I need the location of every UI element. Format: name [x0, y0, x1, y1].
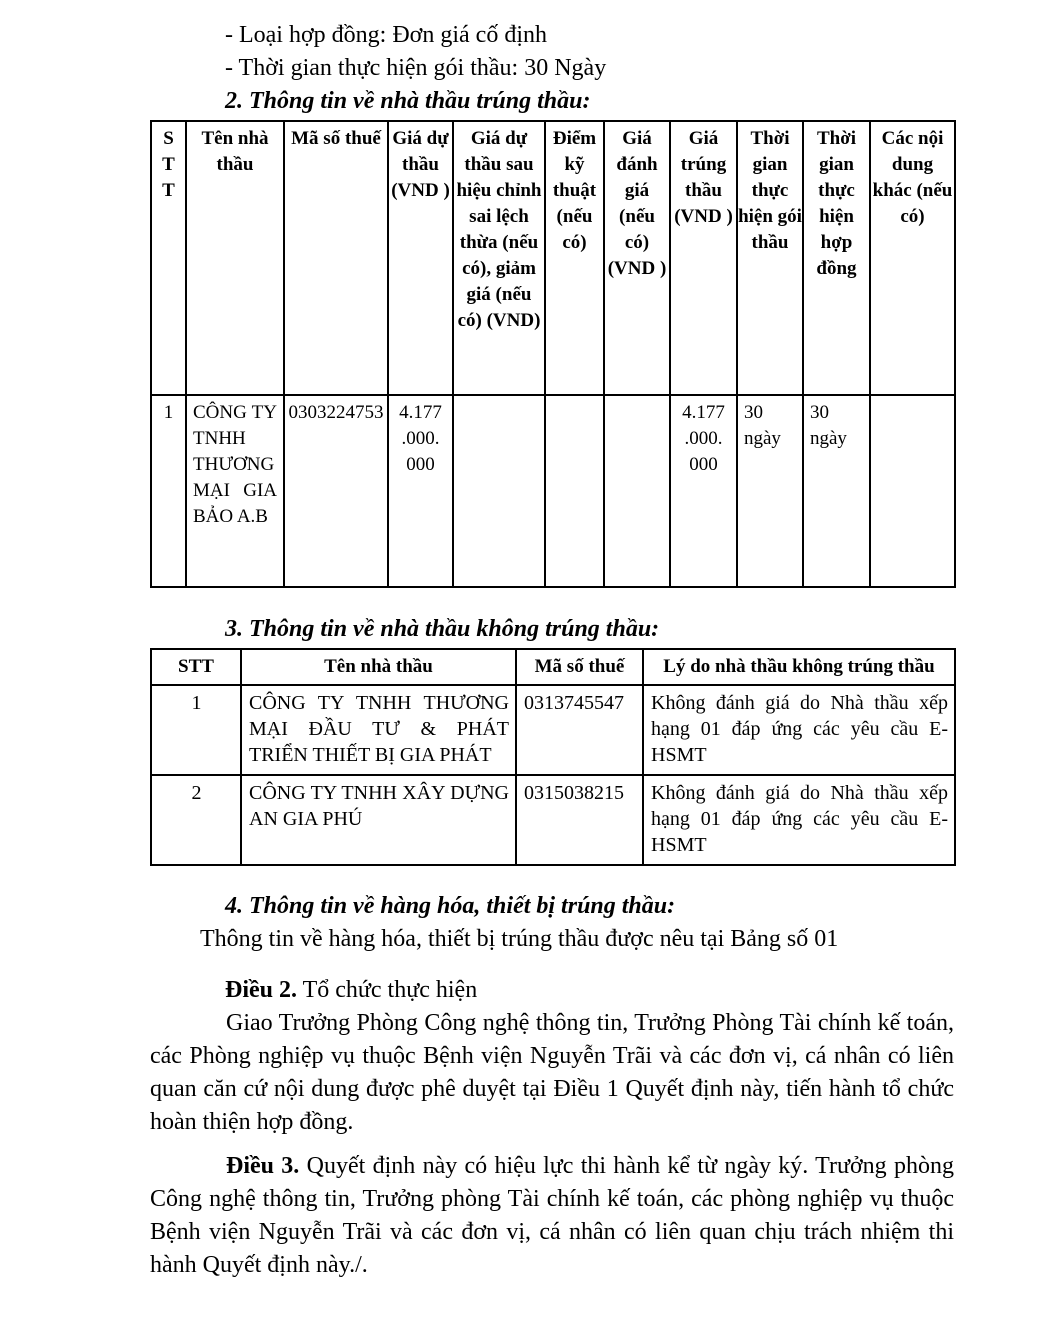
- cell-reason: Không đánh giá do Nhà thầu xếp hạng 01 đáp ứng các yêu cầu E-HSMT: [643, 775, 955, 865]
- section-3-heading: 3. Thông tin về nhà thầu không trúng thầu:: [225, 616, 660, 642]
- article-3-label: Điều 3.: [226, 1153, 300, 1179]
- section-2-heading: 2. Thông tin về nhà thầu trúng thầu:: [225, 88, 591, 114]
- article-3-body: Quyết định này có hiệu lực thi hành kể từ ngày ký. Trưởng phòng Công nghệ thông tin, Trưởng phòng Tài chính kế toán, các phòng nghiệp vụ thuộc Bệnh viện Nguyễn Trãi và các đơn vị, cá nhân có liên quan chịu trách nhiệm thi hành Quyết định này./.: [150, 1153, 954, 1278]
- cell-stt: 2: [151, 775, 241, 865]
- cell-bidder-name: CÔNG TY TNHH THƯƠNG MẠI ĐẦU TƯ & PHÁT TRIỂN THIẾT BỊ GIA PHÁT: [241, 685, 516, 775]
- header-evaluation-price: Giá đánh giá (nếu có) (VND ): [604, 121, 670, 395]
- table-row: [151, 775, 955, 865]
- header-winning-price: Giá trúng thầu (VND ): [670, 121, 737, 395]
- cell-other: [870, 395, 955, 587]
- table-row: [151, 685, 955, 775]
- article-2-body: Giao Trưởng Phòng Công nghệ thông tin, Trưởng Phòng Tài chính kế toán, các Phòng nghiệp vụ thuộc Bệnh viện Nguyễn Trãi và các đơn vị, cá nhân có liên quan căn cứ nội dung được phê duyệt tại Điều 1 Quyết định này, tiến hành tổ chức hoàn thiện hợp đồng.: [150, 1010, 954, 1135]
- cell-reason: Không đánh giá do Nhà thầu xếp hạng 01 đáp ứng các yêu cầu E-HSMT: [643, 685, 955, 775]
- header-technical-score: Điểm kỹ thuật (nếu có): [545, 121, 604, 395]
- header-other: Các nội dung khác (nếu có): [870, 121, 955, 395]
- cell-winning-price: 4.177 .000. 000: [670, 395, 737, 587]
- cell-bidder-name: CÔNG TY TNHH THƯƠNG MẠI GIA BẢO A.B: [186, 395, 284, 587]
- cell-stt: 1: [151, 395, 186, 587]
- cell-package-time: 30 ngày: [737, 395, 803, 587]
- cell-adjusted-price: [453, 395, 545, 587]
- header-contract-time: Thời gian thực hiện hợp đồng: [803, 121, 870, 395]
- duration-line: - Thời gian thực hiện gói thầu: 30 Ngày: [225, 55, 607, 81]
- header-tax-code: Mã số thuế: [284, 121, 388, 395]
- article-2-title: [225, 975, 477, 1005]
- cell-bidder-name: CÔNG TY TNHH XÂY DỰNG AN GIA PHÚ: [241, 775, 516, 865]
- cell-bid-price: 4.177 .000. 000: [388, 395, 453, 587]
- article-3-paragraph: [150, 1150, 954, 1282]
- header-reason: Lý do nhà thầu không trúng thầu: [643, 649, 955, 685]
- header-stt: S T T: [151, 121, 186, 395]
- cell-tax-code: 0303224753: [284, 395, 388, 587]
- table-row: [151, 395, 955, 587]
- cell-evaluation-price: [604, 395, 670, 587]
- cell-technical-score: [545, 395, 604, 587]
- header-stt: STT: [151, 649, 241, 685]
- table-header-row: [151, 121, 955, 395]
- article-2-label: Điều 2.: [225, 977, 297, 1003]
- contract-type-line: - Loại hợp đồng: Đơn giá cố định: [225, 22, 547, 48]
- cell-tax-code: 0313745547: [516, 685, 643, 775]
- article-2-heading: Tổ chức thực hiện: [297, 977, 478, 1003]
- header-tax-code: Mã số thuế: [516, 649, 643, 685]
- header-bidder-name: Tên nhà thầu: [241, 649, 516, 685]
- header-bid-price: Giá dự thầu (VND ): [388, 121, 453, 395]
- cell-tax-code: 0315038215: [516, 775, 643, 865]
- cell-contract-time: 30 ngày: [803, 395, 870, 587]
- table-header-row: [151, 649, 955, 685]
- losing-bidder-table: [150, 648, 956, 866]
- header-adjusted-price: Giá dự thầu sau hiệu chỉnh sai lệch thừa (nếu có), giảm giá (nếu có) (VND): [453, 121, 545, 395]
- header-package-time: Thời gian thực hiện gói thầu: [737, 121, 803, 395]
- cell-stt: 1: [151, 685, 241, 775]
- winning-bidder-table: [150, 120, 956, 588]
- header-bidder-name: Tên nhà thầu: [186, 121, 284, 395]
- section-4-text: Thông tin về hàng hóa, thiết bị trúng thầu được nêu tại Bảng số 01: [200, 926, 839, 952]
- section-4-heading: 4. Thông tin về hàng hóa, thiết bị trúng thầu:: [225, 893, 676, 919]
